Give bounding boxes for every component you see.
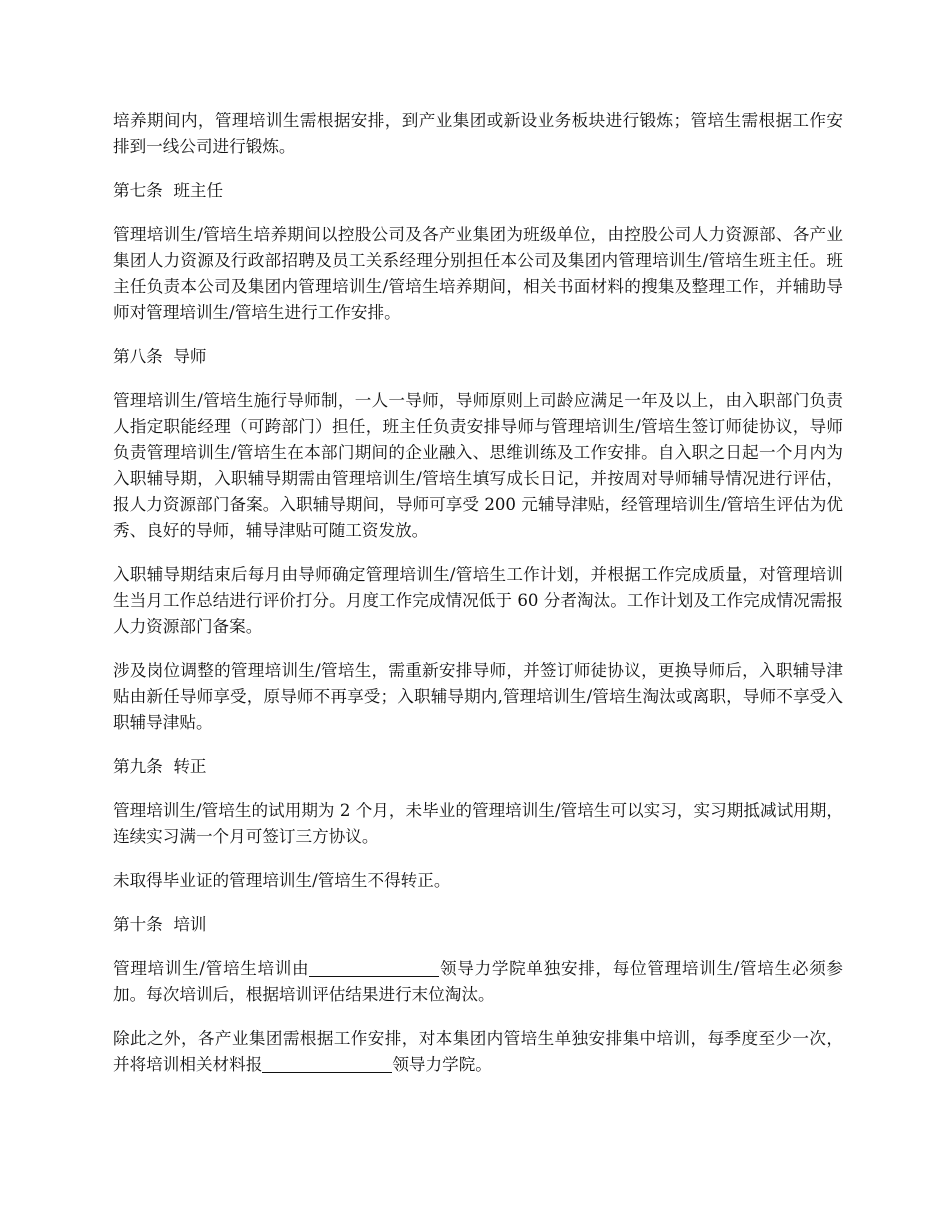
text-before-blank: 管理培训生/管培生培训由 [113,959,310,978]
article-7-heading: 第七条 班主任 [113,181,224,200]
document-page [113,108,843,1096]
text-after-blank: 领导力学院单独安排，每位管理培训生/管培生必须参加。每次培训后，根据培训评估结果进行末位淘汰。 [113,959,844,1004]
article-9-heading: 第九条 转正 [113,757,207,776]
blank-underline [309,958,439,977]
article-8-paragraph-3: 涉及岗位调整的管理培训生/管培生，需重新安排导师，并签订师徒协议，更换导师后，入职辅导津贴由新任导师享受，原导师不再享受；入职辅导期内,管理培训生/管培生淘汰或离职，导师不享受入职辅导津贴。 [113,661,843,732]
text-before-blank: 除此之外，各产业集团需根据工作安排，对本集团内管培生单独安排集中培训，每季度至少一次，并将培训相关材料报 [113,1029,843,1074]
article-10-paragraph-1 [113,956,843,1008]
blank-underline [262,1054,392,1073]
article-10-paragraph-2 [113,1026,843,1078]
article-9-paragraph-2: 未取得毕业证的管理培训生/管培生不得转正。 [113,871,451,890]
article-8-paragraph-2: 入职辅导期结束后每月由导师确定管理培训生/管培生工作计划，并根据工作完成质量，对管理培训生当月工作总结进行评价打分。月度工作完成情况低于 60 分者淘汰。工作计划及工作完成情况需报人力资源部门备案。 [113,565,843,636]
paragraph-intro: 培养期间内，管理培训生需根据安排，到产业集团或新设业务板块进行锻炼；管培生需根据工作安排到一线公司进行锻炼。 [113,111,843,156]
article-9-paragraph-1: 管理培训生/管培生的试用期为 2 个月，未毕业的管理培训生/管培生可以实习，实习期抵减试用期，连续实习满一个月可签订三方协议。 [113,801,843,846]
article-8-heading: 第八条 导师 [113,347,207,366]
article-7-paragraph: 管理培训生/管培生培养期间以控股公司及各产业集团为班级单位，由控股公司人力资源部、各产业集团人力资源及行政部招聘及员工关系经理分别担任本公司及集团内管理培训生/管培生班主任。班主任负责本公司及集团内管理培训生/管培生培养期间，相关书面材料的搜集及整理工作，并辅助导师对管理培训生/管培生进行工作安排。 [113,225,843,322]
article-10-heading: 第十条 培训 [113,915,207,934]
text-after-blank: 领导力学院。 [392,1055,492,1074]
article-8-paragraph-1: 管理培训生/管培生施行导师制，一人一导师，导师原则上司龄应满足一年及以上，由入职部门负责人指定职能经理（可跨部门）担任，班主任负责安排导师与管理培训生/管培生签订师徒协议，导师负责管理培训生/管培生在本部门期间的企业融入、思维训练及工作安排。自入职之日起一个月内为入职辅导期，入职辅导期需由管理培训生/管培生填写成长日记，并按周对导师辅导情况进行评估，报人力资源部门备案。入职辅导期间，导师可享受 200 元辅导津贴，经管理培训生/管培生评估为优秀、良好的导师，辅导津贴可随工资发放。 [113,391,843,540]
